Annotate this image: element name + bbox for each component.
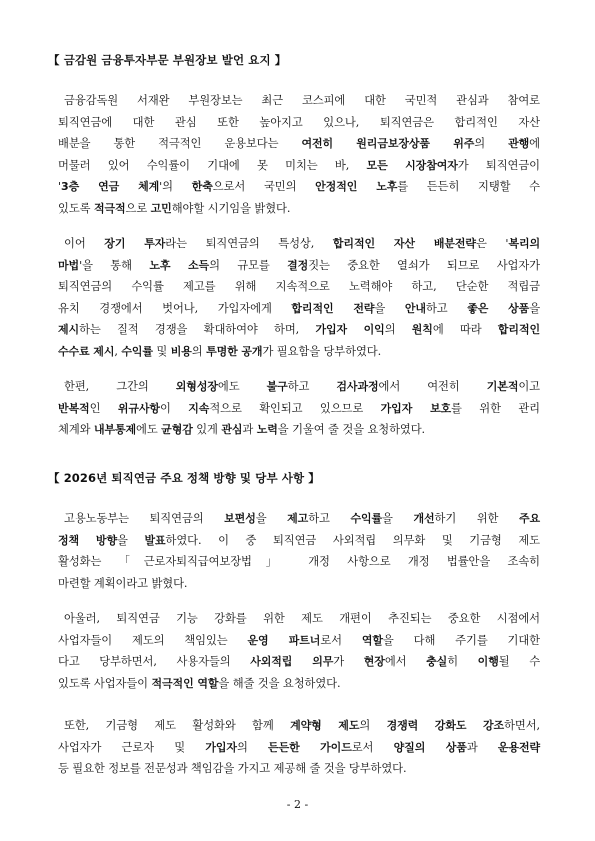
body-text: 을 bbox=[255, 512, 288, 525]
body-text: 가 퇴직연금이 bbox=[457, 158, 540, 172]
emphasis-text: 개선 bbox=[413, 512, 435, 525]
body-text: 가 필요함을 당부하였다. bbox=[262, 344, 382, 358]
emphasis-text: 균형감 bbox=[161, 423, 193, 436]
section-heading-2026-policy: 【 2026년 퇴직연금 주요 정책 방향 및 당부 사항 】 bbox=[48, 471, 320, 485]
emphasis-text: 외형성장 bbox=[175, 380, 218, 393]
text-line bbox=[58, 630, 540, 652]
emphasis-text: 한축 bbox=[191, 180, 213, 193]
emphasis-text: 가입자 보호 bbox=[380, 401, 451, 415]
emphasis-text: 이행 bbox=[477, 655, 499, 668]
text-line bbox=[58, 715, 540, 737]
paragraph-moel-policy bbox=[58, 508, 540, 594]
body-text: 체계와 bbox=[58, 423, 94, 436]
text-line bbox=[58, 255, 540, 277]
body-text: 에 따라 bbox=[432, 323, 498, 336]
emphasis-text: 모든 시장참여자 bbox=[366, 158, 458, 172]
text-line bbox=[58, 573, 540, 595]
body-text: 인 bbox=[89, 401, 118, 415]
emphasis-text: 제고 bbox=[287, 512, 309, 525]
emphasis-text: 안정적인 노후 bbox=[315, 180, 398, 193]
body-text: 가 bbox=[333, 655, 364, 668]
emphasis-text: 결정 bbox=[287, 258, 309, 272]
text-line bbox=[58, 530, 540, 552]
body-text: 하면서, bbox=[504, 719, 541, 732]
emphasis-text: 제시 bbox=[58, 323, 80, 336]
emphasis-text: 적극적인 역할 bbox=[151, 676, 219, 690]
body-text: 의 bbox=[384, 323, 412, 336]
emphasis-text: 합리적인 자산 배분전략 bbox=[332, 237, 476, 250]
emphasis-text: 마법 bbox=[58, 258, 80, 272]
body-text: 에도 bbox=[217, 380, 267, 393]
body-text: 마련할 계획이라고 밝혔다. bbox=[58, 576, 188, 590]
body-text: 하였다. 이 중 퇴직연금 사외적립 의무화 및 기금형 제도 bbox=[165, 533, 540, 547]
body-text: 사업자가 근로자 및 bbox=[58, 740, 206, 754]
body-text: 고용노동부는 퇴직연금의 bbox=[64, 512, 225, 525]
emphasis-text: 노력 bbox=[256, 423, 278, 436]
paragraph-internal-control bbox=[58, 376, 540, 441]
emphasis-text: 수익률 bbox=[350, 512, 383, 525]
text-line bbox=[58, 90, 540, 112]
text-line bbox=[58, 376, 540, 398]
body-text: 의 bbox=[236, 740, 269, 754]
body-text: 있도록 bbox=[58, 201, 94, 215]
emphasis-text: 사외적립 의무 bbox=[250, 655, 334, 668]
body-text: ' bbox=[58, 180, 62, 193]
text-line bbox=[58, 551, 540, 573]
body-text: 에서 bbox=[384, 655, 427, 668]
emphasis-text: 수익률 bbox=[121, 344, 153, 358]
text-line bbox=[58, 233, 540, 255]
body-text: , bbox=[114, 344, 122, 358]
emphasis-text: 투명한 공개 bbox=[206, 344, 263, 358]
emphasis-text: 원칙 bbox=[411, 323, 433, 336]
body-text: 하기 위한 bbox=[434, 512, 519, 525]
body-text: 될 수 bbox=[498, 655, 541, 668]
emphasis-text: 장기 투자 bbox=[104, 237, 166, 250]
body-text: 로서 bbox=[320, 633, 362, 647]
body-text: 이어 bbox=[64, 237, 105, 250]
emphasis-text: 안내 bbox=[404, 301, 426, 315]
body-text: 과 bbox=[466, 740, 498, 754]
emphasis-text: 검사과정 bbox=[336, 380, 379, 393]
body-text: 라는 퇴직연금의 특성상, bbox=[165, 237, 333, 250]
emphasis-text: 3층 연금 체계 bbox=[61, 180, 160, 193]
body-text: 을 bbox=[382, 512, 414, 525]
emphasis-text: 관심 bbox=[221, 423, 243, 436]
body-text: 를 든든히 지탱할 수 bbox=[397, 180, 540, 193]
paragraph-contract-type bbox=[58, 715, 540, 780]
body-text: 해야할 시기임을 밝혔다. bbox=[171, 201, 291, 215]
emphasis-text: 적극적 bbox=[93, 201, 126, 215]
body-text: 을 bbox=[529, 301, 541, 315]
emphasis-text: 반복적 bbox=[58, 401, 90, 415]
text-line bbox=[58, 341, 540, 363]
text-line bbox=[58, 398, 540, 420]
body-text: 을 bbox=[374, 301, 405, 315]
body-text: 의 bbox=[474, 137, 509, 150]
emphasis-text: 계약형 제도 bbox=[290, 719, 360, 732]
text-line bbox=[58, 737, 540, 759]
text-line bbox=[58, 155, 540, 177]
emphasis-text: 충실 bbox=[426, 655, 448, 668]
body-text: 배분을 통한 적극적인 운용보다는 bbox=[58, 137, 302, 150]
emphasis-text: 보편성 bbox=[224, 512, 256, 525]
emphasis-text: 주요 bbox=[518, 512, 541, 525]
text-line bbox=[58, 419, 540, 441]
text-line bbox=[58, 758, 540, 780]
body-text: 등 필요한 정보를 전문성과 책임감을 가지고 제공해 줄 것을 당부하였다. bbox=[58, 762, 407, 775]
body-text: 금융감독원 서재완 부원장보는 최근 코스피에 대한 국민적 관심과 참여로 bbox=[64, 94, 540, 107]
body-text: 하고 bbox=[425, 301, 468, 315]
emphasis-text: 운영 파트너 bbox=[247, 633, 321, 647]
emphasis-text: 지속 bbox=[188, 401, 210, 415]
body-text: '의 bbox=[159, 180, 192, 193]
emphasis-text: 위규사항 bbox=[117, 401, 160, 415]
body-text: 를 위한 관리 bbox=[451, 401, 540, 415]
text-line bbox=[58, 112, 540, 134]
section-heading-fss: 【 금감원 금융투자부문 부원장보 발언 요지 】 bbox=[48, 53, 287, 67]
body-text: 적으로 확인되고 있으므로 bbox=[209, 401, 381, 415]
body-text: 에도 bbox=[136, 423, 162, 436]
body-text: 있게 bbox=[192, 423, 222, 436]
emphasis-text: 가입자 bbox=[205, 740, 237, 754]
body-text: 을 해줄 것을 요청하였다. bbox=[218, 676, 341, 690]
text-line bbox=[58, 508, 540, 530]
body-text: '을 통해 bbox=[79, 258, 150, 272]
body-text: 의 bbox=[191, 344, 207, 358]
text-line bbox=[58, 673, 540, 695]
emphasis-text: 역할 bbox=[361, 633, 383, 647]
body-text: 의 bbox=[359, 719, 387, 732]
body-text: 을 bbox=[116, 533, 145, 547]
paragraph-business-role bbox=[58, 608, 540, 694]
body-text: 을 다해 주기를 기대한 bbox=[382, 633, 540, 647]
body-text: 하는 질적 경쟁을 확대하여야 하며, bbox=[79, 323, 316, 336]
emphasis-text: 여전히 원리금보장상품 위주 bbox=[301, 137, 475, 150]
body-text: 머물러 있어 수익률이 기대에 못 미치는 바, bbox=[58, 158, 367, 172]
body-text: 에 bbox=[529, 137, 540, 150]
body-text: 의 규모를 bbox=[209, 258, 288, 272]
page-number: - 2 - bbox=[286, 798, 309, 811]
emphasis-text: 기본적 bbox=[486, 380, 519, 393]
emphasis-text: 관행 bbox=[508, 137, 530, 150]
text-line bbox=[58, 176, 540, 198]
body-text: 다고 당부하면서, 사용자들의 bbox=[58, 655, 251, 668]
emphasis-text: 불구 bbox=[266, 380, 288, 393]
emphasis-text: 정책 방향 bbox=[58, 533, 117, 547]
paragraph-fss-overview bbox=[58, 90, 540, 219]
body-text: 퇴직연금에 대한 관심 또한 높아지고 있으나, 퇴직연금은 합리적인 자산 bbox=[58, 115, 540, 129]
body-text: 및 bbox=[152, 344, 171, 358]
body-text: 과 bbox=[242, 423, 257, 436]
emphasis-text: 발표 bbox=[144, 533, 166, 547]
body-text: 히 bbox=[447, 655, 478, 668]
paragraph-long-term-investment bbox=[58, 233, 540, 362]
emphasis-text: 든든한 가이드 bbox=[268, 740, 352, 754]
emphasis-text: 합리적인 bbox=[497, 323, 541, 336]
text-line bbox=[58, 198, 540, 220]
text-line bbox=[58, 319, 540, 341]
emphasis-text: 좋은 상품 bbox=[467, 301, 530, 315]
text-line bbox=[58, 651, 540, 673]
body-text: 을 기울여 줄 것을 요청하였다. bbox=[277, 423, 426, 436]
emphasis-text: 비용 bbox=[170, 344, 192, 358]
emphasis-text: 가입자 이익 bbox=[315, 323, 385, 336]
emphasis-text: 현장 bbox=[363, 655, 385, 668]
emphasis-text: 복리의 bbox=[508, 237, 541, 250]
text-line bbox=[58, 133, 540, 155]
body-text: 이고 bbox=[518, 380, 540, 393]
body-text: 으로서 국민의 bbox=[212, 180, 316, 193]
emphasis-text: 수수료 제시 bbox=[58, 344, 115, 358]
emphasis-text: 합리적인 전략 bbox=[291, 301, 375, 315]
body-text: 활성화는 「근로자퇴직급여보장법」 개정 사항으로 개정 법률안을 조속히 bbox=[58, 555, 540, 568]
emphasis-text: 양질의 상품 bbox=[393, 740, 467, 754]
body-text: 은 ' bbox=[475, 237, 509, 250]
body-text: 이 bbox=[159, 401, 189, 415]
emphasis-text: 운용전략 bbox=[497, 740, 541, 754]
text-line bbox=[58, 608, 540, 630]
body-text: 아울러, 퇴직연금 기능 강화를 위한 제도 개편이 추진되는 중요한 시점에서 bbox=[64, 612, 540, 625]
emphasis-text: 경쟁력 강화도 강조 bbox=[386, 719, 505, 732]
body-text: 있도록 사업자들이 bbox=[58, 676, 152, 690]
body-text: 사업자들이 제도의 책임있는 bbox=[58, 633, 248, 647]
emphasis-text: 고민 bbox=[150, 201, 172, 215]
body-text: 한편, 그간의 bbox=[64, 380, 176, 393]
body-text: 퇴직연금의 수익률 제고를 위해 지속적으로 노력해야 하고, 단순한 적립금 bbox=[58, 280, 540, 293]
body-text: 으로 bbox=[125, 201, 151, 215]
body-text: 하고 bbox=[287, 380, 337, 393]
body-text: 하고 bbox=[308, 512, 351, 525]
body-text: 짓는 중요한 열쇠가 되므로 사업자가 bbox=[308, 258, 540, 272]
emphasis-text: 내부통제 bbox=[93, 423, 137, 436]
body-text: 로서 bbox=[351, 740, 394, 754]
body-text: 유치 경쟁에서 벗어나, 가입자에게 bbox=[58, 301, 292, 315]
text-line bbox=[58, 276, 540, 298]
body-text: 또한, 기금형 제도 활성화와 함께 bbox=[64, 719, 291, 732]
emphasis-text: 노후 소득 bbox=[149, 258, 210, 272]
body-text: 에서 여전히 bbox=[378, 380, 487, 393]
text-line bbox=[58, 298, 540, 320]
